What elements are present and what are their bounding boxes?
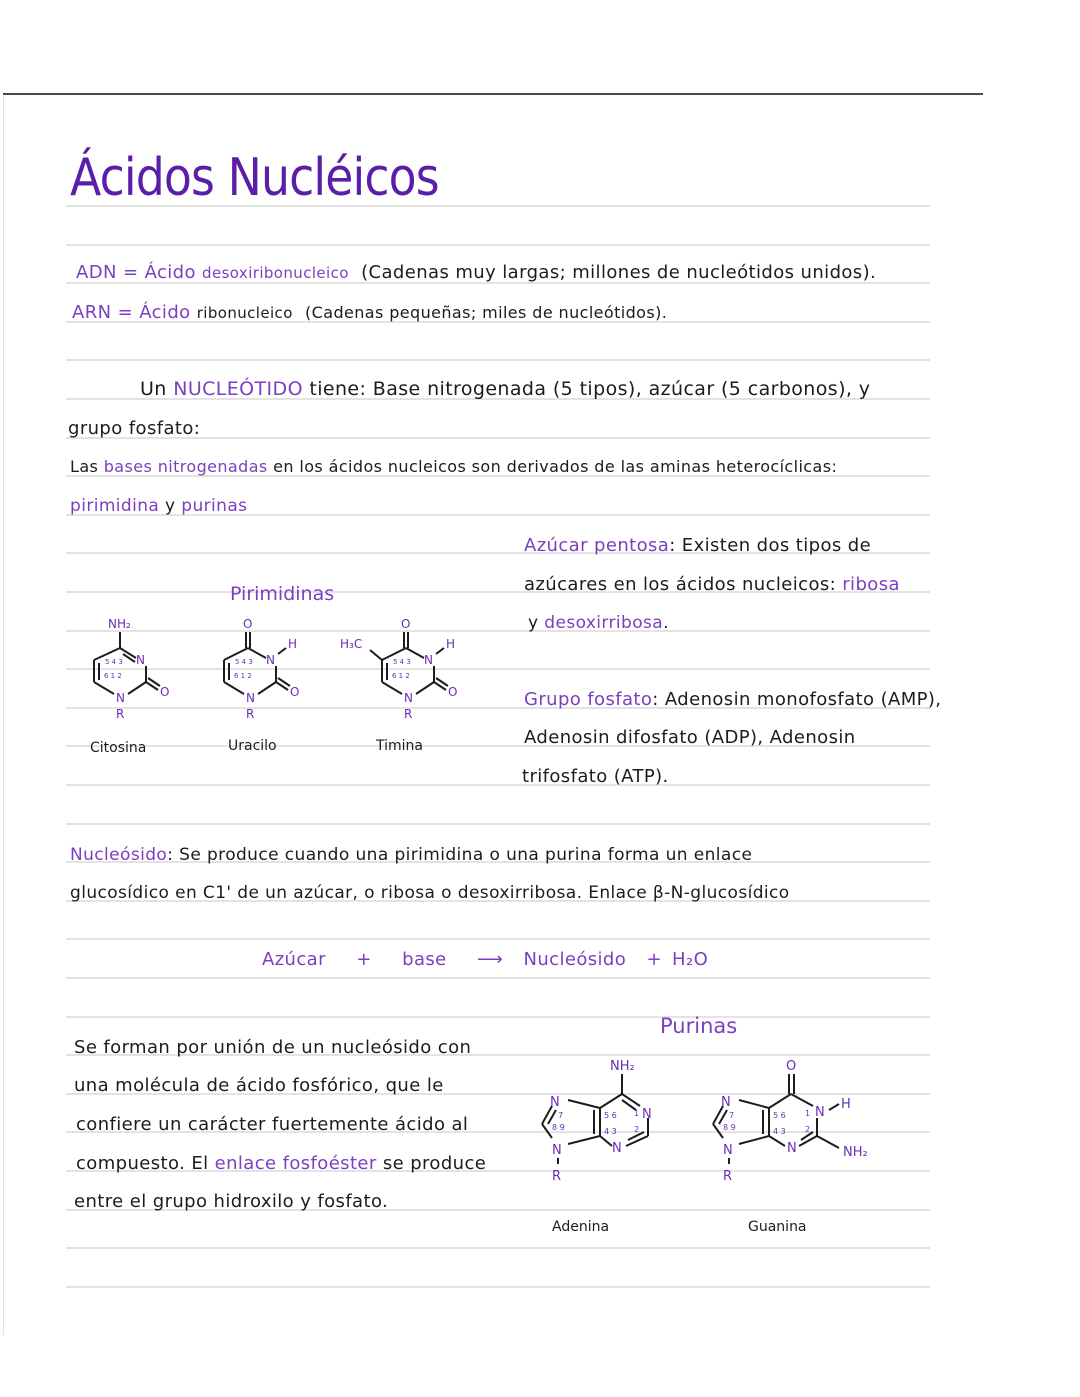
svg-text:NH₂: NH₂ [108, 617, 131, 631]
fosfato-line1: Grupo fosfato: Adenosin monofosfato (AMP), [524, 689, 942, 710]
svg-text:5 4 3: 5 4 3 [393, 658, 411, 666]
definition-arn: ARN = Ácido ribonucleico (Cadenas pequeñas; miles de nucleótidos). [72, 302, 668, 323]
term-bases-nitrogenadas: bases nitrogenadas [103, 457, 268, 476]
svg-text:N: N [404, 691, 413, 705]
nucleotido-line1: Un NUCLEÓTIDO tiene: Base nitrogenada (5 tipos), azúcar (5 carbonos), y [140, 378, 871, 400]
fosfoester-line2: una molécula de ácido fosfórico, que le [74, 1075, 444, 1096]
svg-text:N: N [787, 1141, 797, 1156]
timina-structure [340, 612, 470, 736]
term-desoxirribosa: desoxirribosa [544, 613, 664, 633]
svg-text:N: N [266, 653, 275, 667]
svg-text:5 6: 5 6 [604, 1111, 617, 1120]
svg-text:4 3: 4 3 [604, 1127, 617, 1136]
nucleotido-line2: grupo fosfato: [68, 418, 201, 439]
rule-line [66, 1247, 930, 1249]
arrow-icon: ⟶ [477, 949, 504, 970]
term-nucleotido: NUCLEÓTIDO [173, 378, 303, 400]
svg-text:R: R [404, 707, 413, 721]
svg-text:6 1 2: 6 1 2 [104, 672, 122, 680]
svg-text:6 1 2: 6 1 2 [234, 672, 252, 680]
svg-text:N: N [424, 653, 433, 667]
term-nucleosido: Nucleósido [70, 845, 168, 865]
name-arn: ribonucleico [196, 304, 293, 322]
rule-line [66, 1286, 930, 1288]
svg-text:R: R [723, 1169, 733, 1184]
timina-label: Timina [376, 738, 423, 754]
pirimidina-purinas-line: pirimidina y purinas [70, 496, 248, 516]
guanina-label: Guanina [748, 1219, 807, 1235]
svg-text:5 6: 5 6 [773, 1111, 786, 1120]
page-left-edge [3, 95, 4, 1335]
uracilo-label: Uracilo [228, 738, 277, 754]
term-enlace-fosfoester: enlace fosfoéster [214, 1153, 377, 1174]
svg-text:O: O [160, 685, 170, 699]
svg-text:O: O [786, 1059, 797, 1074]
term-pirimidina: pirimidina [70, 496, 160, 516]
svg-text:N: N [246, 691, 255, 705]
svg-text:1: 1 [634, 1109, 640, 1118]
rule-line [66, 630, 930, 632]
azucar-line1: Azúcar pentosa: Existen dos tipos de [524, 535, 872, 556]
name-adn: desoxiribonucleico [202, 264, 349, 282]
citosina-label: Citosina [90, 740, 147, 756]
definition-adn: ADN = Ácido desoxiribonucleico (Cadenas muy largas; millones de nucleótidos unidos). [76, 262, 877, 283]
svg-text:5 4 3: 5 4 3 [235, 658, 253, 666]
guanina-structure [703, 1052, 893, 1206]
term-ribosa: ribosa [842, 574, 900, 595]
adenina-label: Adenina [552, 1219, 610, 1235]
term-purinas: purinas [181, 496, 248, 516]
svg-text:7: 7 [729, 1111, 735, 1120]
fosfoester-line4: compuesto. El enlace fosfoéster se produce [76, 1153, 487, 1174]
svg-text:N: N [552, 1143, 562, 1158]
svg-text:R: R [246, 707, 255, 721]
svg-text:N: N [136, 653, 145, 667]
svg-text:O: O [243, 617, 253, 631]
svg-text:NH₂: NH₂ [843, 1145, 868, 1160]
rule-line [66, 823, 930, 825]
bases-line: Las bases nitrogenadas en los ácidos nucleicos son derivados de las aminas heterocíclicas: [70, 457, 838, 476]
fosfato-line2: Adenosin difosfato (ADP), Adenosin [524, 727, 856, 748]
azucar-line2: azúcares en los ácidos nucleicos: ribosa [524, 574, 900, 595]
svg-text:N: N [612, 1141, 622, 1156]
svg-text:8 9: 8 9 [723, 1123, 736, 1132]
svg-text:O: O [290, 685, 300, 699]
adenina-structure [528, 1052, 668, 1206]
rule-line [66, 784, 930, 786]
rule-line [66, 668, 930, 670]
svg-text:N: N [721, 1095, 731, 1110]
svg-text:N: N [550, 1095, 560, 1110]
fosfato-line3: trifosfato (ATP). [522, 766, 669, 787]
svg-text:H: H [446, 637, 456, 651]
svg-text:H: H [841, 1097, 851, 1112]
svg-text:4 3: 4 3 [773, 1127, 786, 1136]
term-grupo-fosfato: Grupo fosfato [524, 689, 653, 710]
svg-text:N: N [116, 691, 125, 705]
rule-line [66, 938, 930, 940]
svg-text:N: N [815, 1105, 825, 1120]
purinas-heading: Purinas [660, 1014, 738, 1038]
svg-text:8 9: 8 9 [552, 1123, 565, 1132]
nucleosido-line1: Nucleósido: Se produce cuando una pirimidina o una purina forma un enlace [70, 845, 753, 865]
fosfoester-line1: Se forman por unión de un nucleósido con [74, 1037, 472, 1058]
reaction-equation: Azúcar + base ⟶ Nucleósido + H₂O [262, 949, 709, 970]
svg-text:N: N [642, 1107, 652, 1122]
svg-text:7: 7 [558, 1111, 564, 1120]
svg-text:5 4 3: 5 4 3 [105, 658, 123, 666]
fosfoester-line3: confiere un carácter fuertemente ácido al [76, 1114, 469, 1135]
svg-text:R: R [116, 707, 125, 721]
rule-line [66, 244, 930, 246]
pirimidinas-heading: Pirimidinas [230, 583, 335, 605]
term-adn: ADN [76, 262, 117, 283]
uracilo-structure [210, 612, 310, 736]
nucleosido-line2: glucosídico en C1' de un azúcar, o ribosa o desoxirribosa. Enlace β-N-glucosídico [70, 883, 790, 903]
term-azucar-pentosa: Azúcar pentosa [524, 535, 670, 556]
citosina-structure [80, 612, 180, 736]
svg-text:R: R [552, 1169, 562, 1184]
svg-text:6 1 2: 6 1 2 [392, 672, 410, 680]
page-title: Ácidos Nucléicos [70, 148, 439, 208]
svg-text:1: 1 [805, 1109, 811, 1118]
svg-text:O: O [401, 617, 411, 631]
svg-text:H: H [288, 637, 298, 651]
svg-text:H₃C: H₃C [340, 637, 363, 651]
svg-text:N: N [723, 1143, 733, 1158]
svg-text:O: O [448, 685, 458, 699]
svg-text:2: 2 [805, 1125, 811, 1134]
azucar-line3: y desoxirribosa. [528, 613, 669, 633]
page-top-border [3, 93, 983, 95]
rule-line [66, 1016, 930, 1018]
svg-text:NH₂: NH₂ [610, 1059, 635, 1074]
rule-line [66, 977, 930, 979]
term-arn: ARN [72, 302, 112, 323]
svg-text:2: 2 [634, 1125, 640, 1134]
rule-line [66, 359, 930, 361]
fosfoester-line5: entre el grupo hidroxilo y fosfato. [74, 1191, 389, 1212]
